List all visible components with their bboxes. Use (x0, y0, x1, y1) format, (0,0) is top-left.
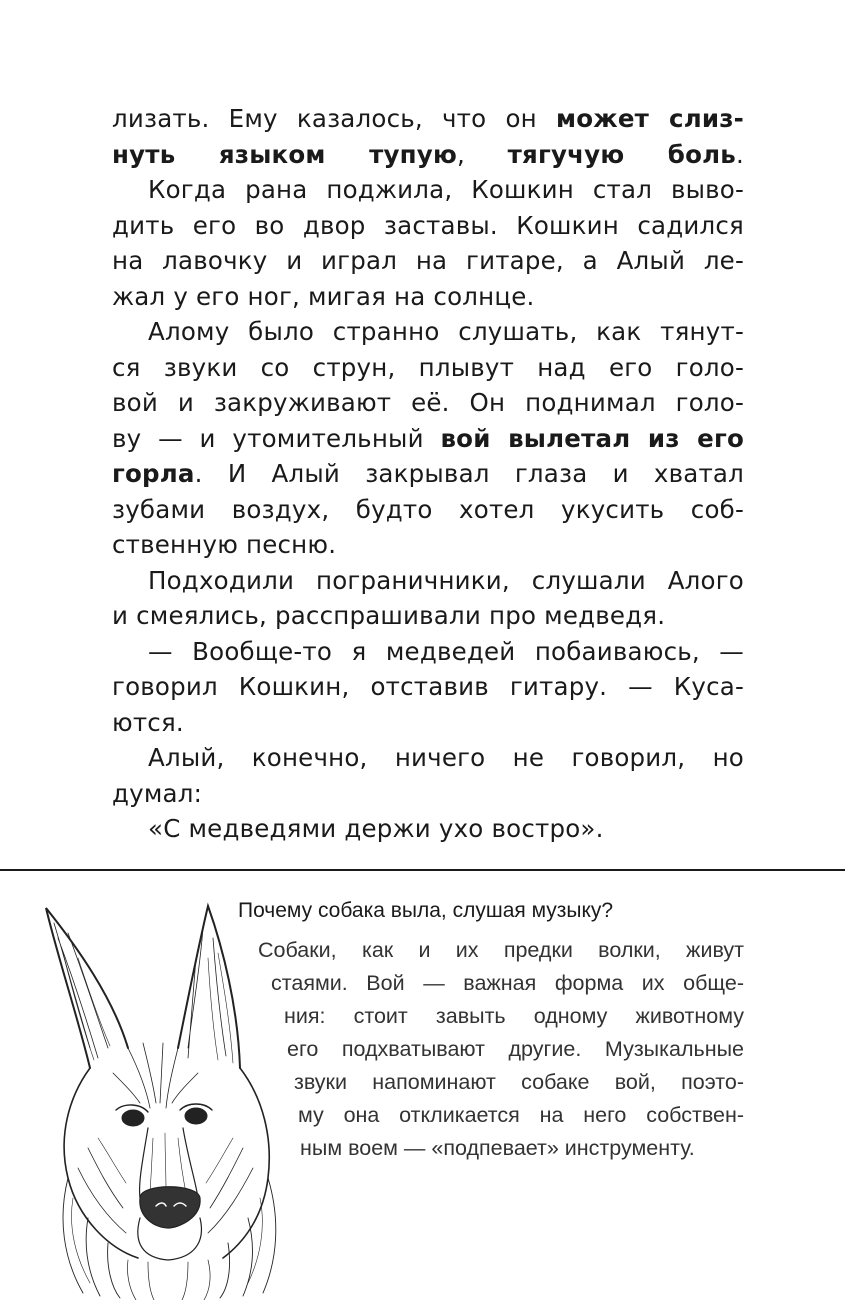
answer-line: стаями. Вой — важная форма их обще- (271, 971, 744, 995)
info-question: Почему собака выла, слушая музыку? (238, 899, 614, 922)
text-line: ются. (112, 708, 184, 737)
text-line: «С медведями держи ухо востро». (148, 814, 604, 843)
text-line: Когда рана поджила, Кошкин стал выво- (148, 175, 744, 204)
text-line: думал: (112, 779, 203, 808)
text-line: ственную песню. (112, 530, 337, 559)
text-line: вой и закруживают её. Он поднимал голо- (112, 388, 744, 417)
answer-line: ния: стоит завыть одному животному (284, 1004, 744, 1028)
answer-line: его подхватывают другие. Музыкальные (287, 1037, 744, 1061)
bold-phrase: горла (112, 459, 195, 488)
bold-phrase: может слиз- (556, 104, 745, 133)
bold-phrase: нуть языком тупую (112, 140, 457, 169)
answer-line: звуки напоминают собаке вой, поэто- (294, 1070, 744, 1094)
text-line: Алому было странно слушать, как тянут- (148, 317, 744, 346)
text-line: ся звуки со струн, плывут над его голо- (112, 353, 744, 382)
text-line: лизать. Ему казалось, что он может слиз- (112, 104, 745, 133)
answer-line: ным воем — «подпевает» инструменту. (300, 1136, 695, 1160)
text-line: зубами воздух, будто хотел укусить соб- (112, 495, 744, 524)
text-line: дить его во двор заставы. Кошкин садился (112, 211, 744, 240)
text-line: ву — и утомительный вой вылетал из его (112, 424, 744, 453)
text-line: Алый, конечно, ничего не говорил, но (148, 743, 744, 772)
section-divider (0, 869, 845, 871)
text-line: и смеялись, расспрашивали про медведя. (112, 601, 666, 630)
text-line: на лавочку и играл на гитаре, а Алый ле- (112, 246, 744, 275)
text-line: — Вообще-то я медведей побаиваюсь, — (148, 637, 744, 666)
text-line: горла. И Алый закрывал глаза и хватал (112, 459, 744, 488)
answer-line: Собаки, как и их предки волки, живут (258, 938, 744, 962)
answer-line: му она откликается на него собствен- (298, 1103, 744, 1127)
text-line: нуть языком тупую, тягучую боль. (112, 140, 744, 169)
text-line: жал у его ног, мигая на солнце. (112, 282, 535, 311)
bold-phrase: тягучую боль (507, 140, 736, 169)
bold-phrase: вой вылетал из его (440, 424, 744, 453)
text-line: говорил Кошкин, отставив гитару. — Куса- (112, 672, 744, 701)
text-line: Подходили пограничники, слушали Алого (148, 566, 744, 595)
